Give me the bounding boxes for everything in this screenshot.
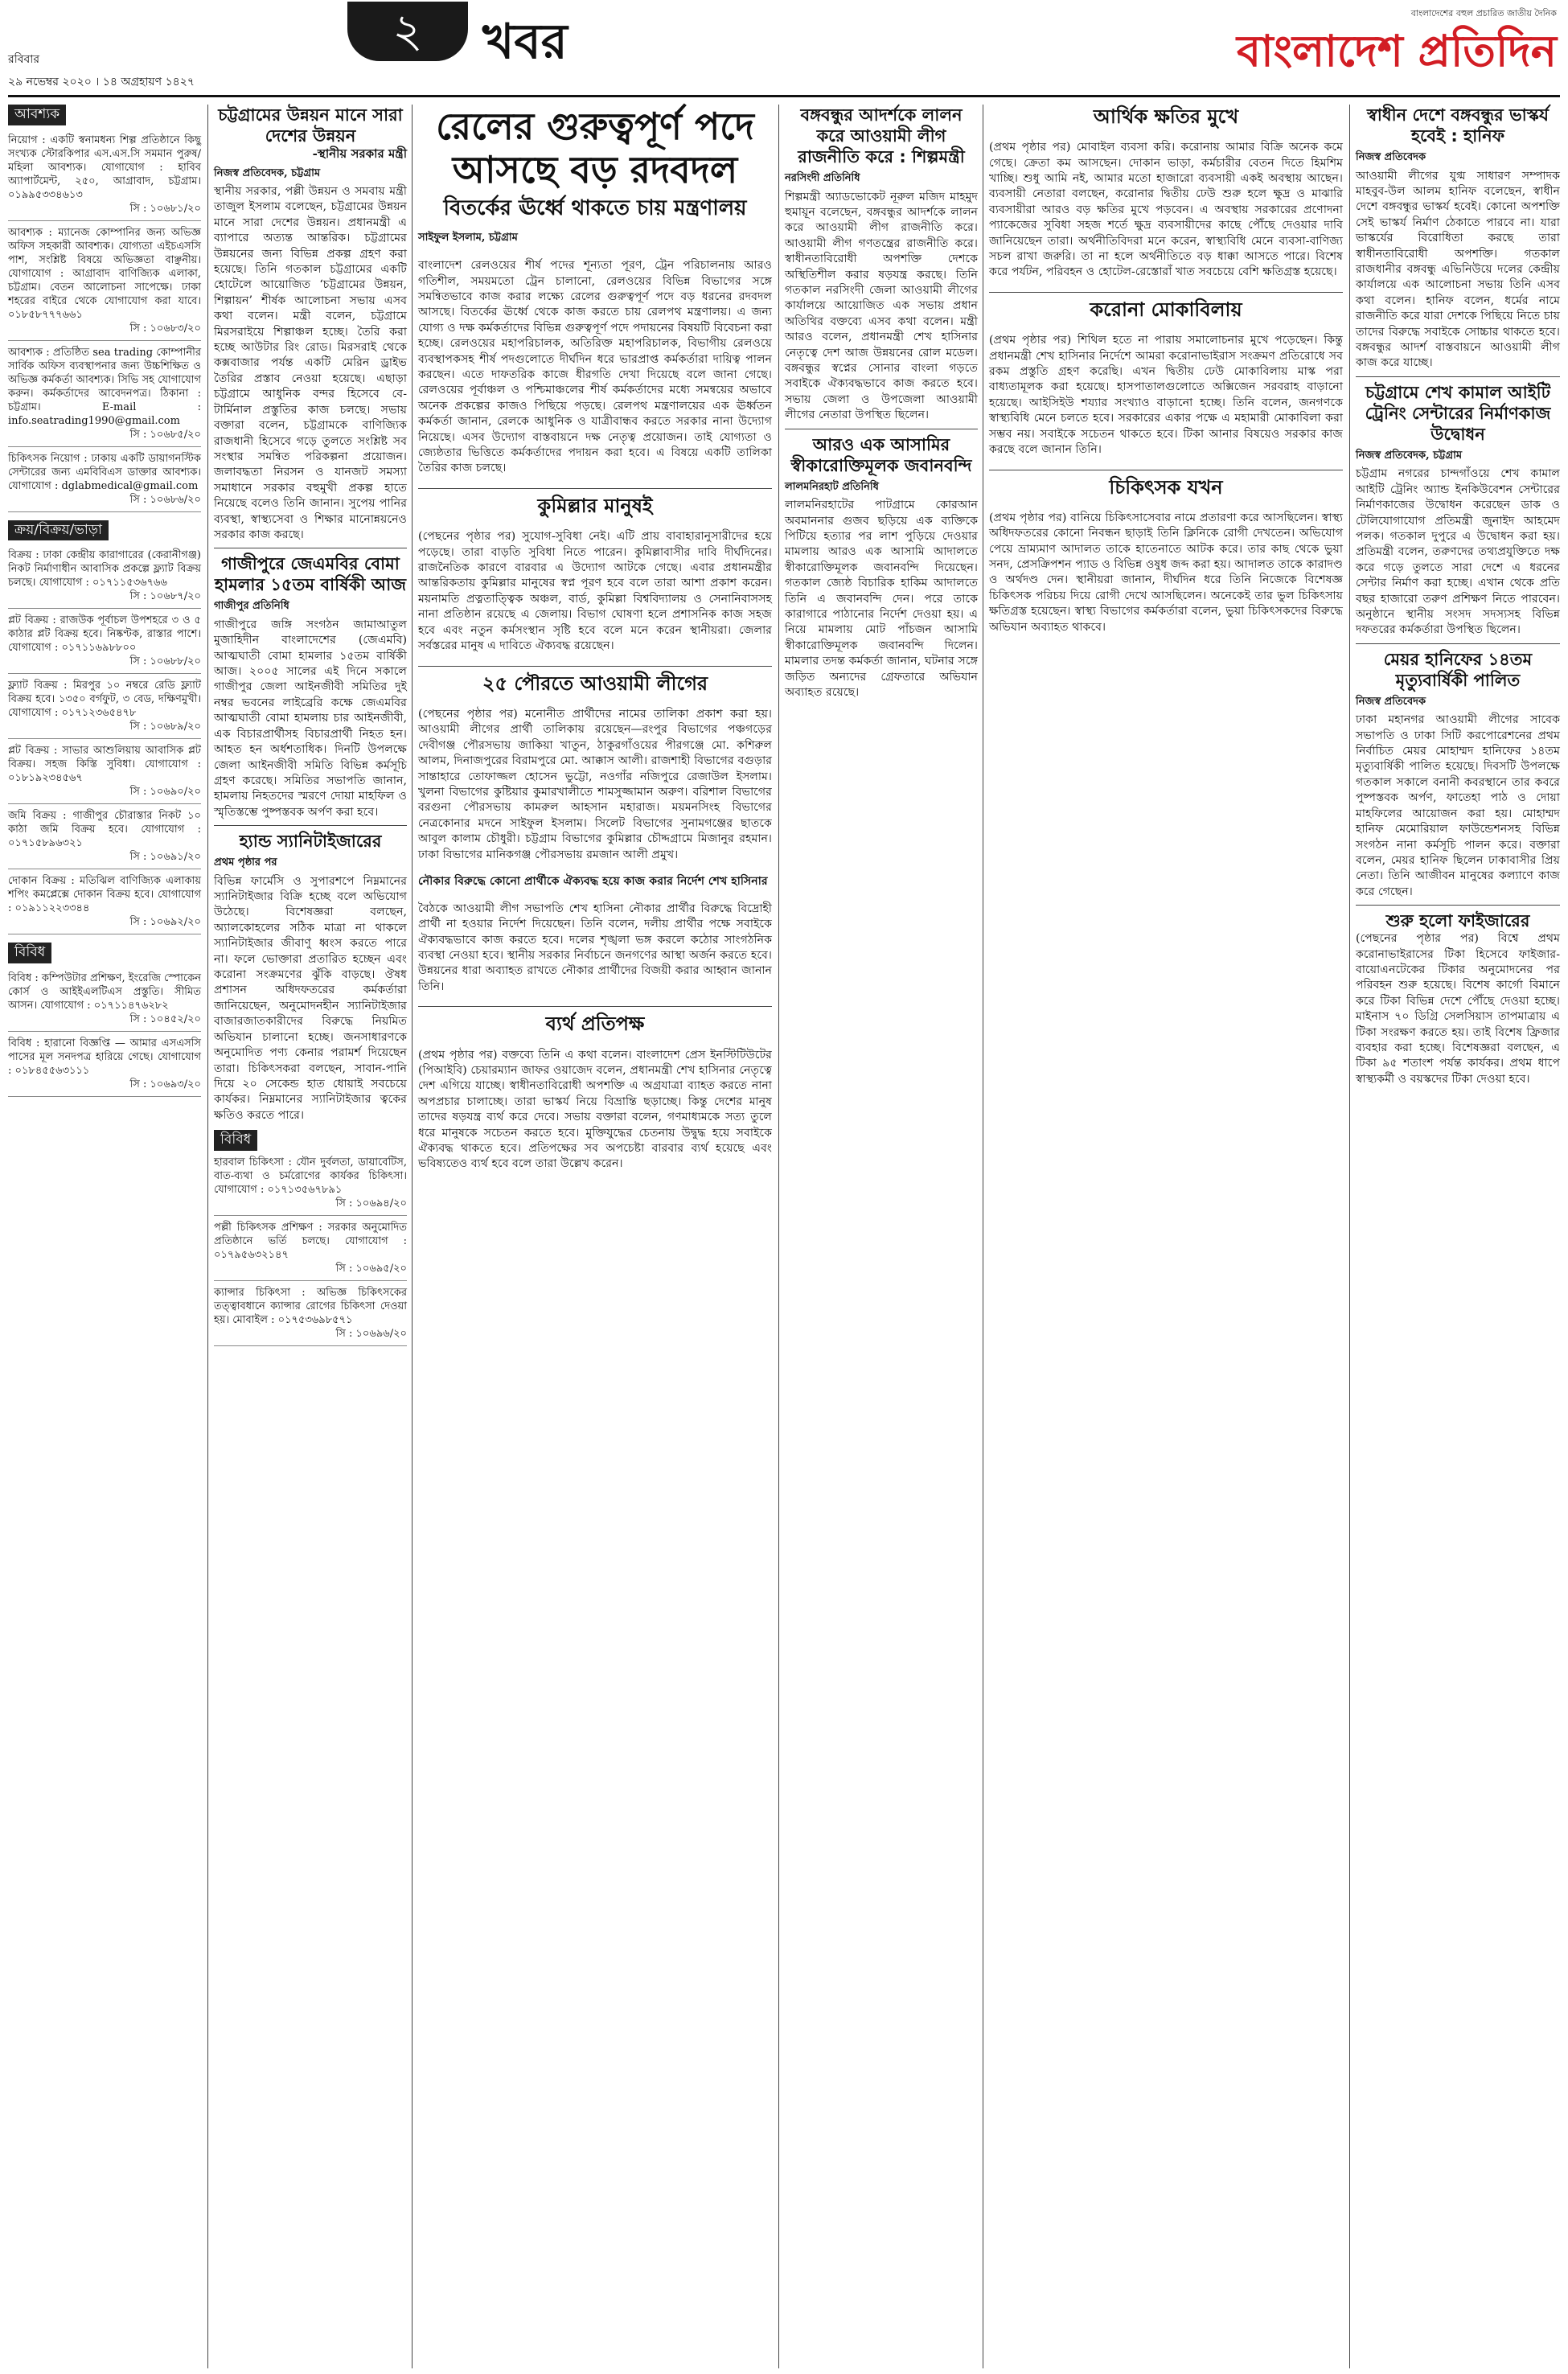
story-body: (পেছনের পৃষ্ঠার পর) সুযোগ-সুবিধা নেই। এটি প্রায় বাবাহারানুসারীদের হয়ে পড়েছে। তারা বাড়তি সুবিধা নিতে পারেন। কুমিল্লাবাসীর দাবি দীর্ঘদিনের। রাজনৈতিক কারণে বারবার এ উদ্যোগ আটকে গেছে। এবার প্রধানমন্ত্রীর আন্তরিকতায় কুমিল্লার মানুষের স্বপ্ন পূরণ হবে বলে তারা আশা প্রকাশ করেন। ময়নামতি প্রত্নতাত্ত্বিক অঞ্চল, বার্ড, কুমিল্লা বিশ্ববিদ্যালয় ও সেনানিবাসসহ নানা প্রতিষ্ঠান রয়েছে এ জেলায়। বিভাগ ঘোষণা হলে প্রশাসনিক কাজ সহজ হবে এবং নতুন কর্মসংস্থান সৃষ্টি হবে বলে মনে করেন স্থানীয়রা। জেলার সর্বস্তরের মানুষ এ দাবিতে ঐক্যবদ্ধ রয়েছেন। bbox=[418, 530, 772, 653]
masthead bbox=[0, 0, 1568, 101]
misc-list bbox=[214, 1151, 407, 1346]
story-body: বিভিন্ন ফার্মেসি ও সুপারশপে নিম্নমানের স্যানিটাইজার বিক্রি হচ্ছে বলে অভিযোগ উঠেছে। বিশেষজ্ঞরা বলছেন, অ্যালকোহলের সঠিক মাত্রা না থাকলে স্যানিটাইজার জীবাণু ধ্বংস করতে পারে না। ফলে ভোক্তারা প্রতারিত হচ্ছেন এবং করোনা সংক্রমণের ঝুঁকি বাড়ছে। ঔষধ প্রশাসন অধিদফতরের কর্মকর্তারা জানিয়েছেন, অনুমোদনহীন স্যানিটাইজার বাজারজাতকারীদের বিরুদ্ধে নিয়মিত অভিযান চালানো হচ্ছে। জনসাধারণকে অনুমোদিত পণ্য কেনার পরামর্শ দিয়েছেন তারা। চিকিৎসকরা বলছেন, সাবান-পানি দিয়ে ২০ সেকেন্ড হাত ধোয়াই সবচেয়ে কার্যকর। নিম্নমানের স্যানিটাইজার ত্বকের ক্ষতিও করতে পারে। bbox=[214, 874, 407, 1122]
classified-ad-ref: সি : ১০৬৯০/২০ bbox=[129, 786, 201, 798]
story-body: (প্রথম পৃষ্ঠার পর) বক্তব্যে তিনি এ কথা বলেন। বাংলাদেশ প্রেস ইনস্টিটিউটের (পিআইবি) চেয়ারম্যান জাফর ওয়াজেদ বলেন, প্রধানমন্ত্রী শেখ হাসিনার নেতৃত্বে দেশ এগিয়ে যাচ্ছে। স্বাধীনতাবিরোধী অপশক্তি এ অগ্রযাত্রা ব্যাহত করতে নানা অপপ্রচার চালাচ্ছে। তারা ভাস্কর্য নিয়ে বিভ্রান্তি ছড়াচ্ছে। কিন্তু দেশের মানুষ তাদের ষড়যন্ত্র ব্যর্থ করে দেবে। সভায় বক্তারা বলেন, গণমাধ্যমকে সত্য তুলে ধরে মানুষকে সচেতন করতে হবে। মুক্তিযুদ্ধের চেতনায় উদ্বুদ্ধ হয়ে সবাইকে ঐক্যবদ্ধ থাকতে হবে। প্রতিপক্ষের সব অপচেষ্টা বারবার ব্যর্থ হয়েছে এবং ভবিষ্যতেও ব্যর্থ হবে বলে তারা উল্লেখ করেন। bbox=[418, 1048, 772, 1171]
story-divider bbox=[1356, 643, 1560, 644]
misc-ad bbox=[214, 1216, 407, 1281]
story-body: গাজীপুরে জঙ্গি সংগঠন জামাআতুল মুজাহিদীন বাংলাদেশের (জেএমবি) আত্মঘাতী বোমা হামলার ১৫তম বার্ষিকী আজ। ২০০৫ সালের এই দিনে সকালে গাজীপুর জেলা আইনজীবী সমিতির দুই নম্বর ভবনের লাইব্রেরি কক্ষে জেএমবির আত্মঘাতী বোমা হামলায় চার আইনজীবী, এক বিচারপ্রার্থীসহ বিচারপ্রার্থী নিহত হন। আহত হন অর্ধশতাধিক। দিনটি উপলক্ষে জেলা আইনজীবী সমিতি বিভিন্ন কর্মসূচি গ্রহণ করেছে। সমিতির সভাপতি জানান, হামলায় নিহতদের স্মরণে দোয়া মাহফিল ও স্মৃতিস্তম্ভে পুষ্পস্তবক অর্পণ করা হবে। bbox=[214, 618, 407, 819]
classified-ad-text: চিকিৎসক নিয়োগ : ঢাকায় একটি ডায়াগনস্টিক সেন্টারের জন্য এমবিবিএস ডাক্তার আবশ্যক। যোগাযোগ : dglabmedical@gmail.com bbox=[8, 452, 201, 492]
story-byline: নিজস্ব প্রতিবেদক, চট্টগ্রাম bbox=[214, 166, 321, 179]
story-body: (পেছনের পৃষ্ঠার পর) বিশ্বে প্রথম করোনাভাইরাসের টিকা হিসেবে ফাইজার-বায়োএনটেকের টিকার অনুমোদনের পর পরিবহন শুরু হয়েছে। বিশেষ কার্গো বিমানে করে টিকা বিভিন্ন দেশে পৌঁছে দেওয়া হচ্ছে। মাইনাস ৭০ ডিগ্রি সেলসিয়াস তাপমাত্রায় এ টিকা সংরক্ষণ করতে হয়। তাই বিশেষ ফ্রিজার ব্যবহার করা হচ্ছে। বিশেষজ্ঞরা বলছেন, এ টিকা ৯৫ শতাংশ পর্যন্ত কার্যকর। প্রথম ধাপে স্বাস্থ্যকর্মী ও বয়স্কদের টিকা দেওয়া হবে। bbox=[1356, 932, 1560, 1086]
classified-ad bbox=[8, 967, 201, 1032]
classified-ad-text: প্লট বিক্রয় : সাভার আশুলিয়ায় আবাসিক প্লট বিক্রয়। সহজ কিস্তি সুবিধা। যোগাযোগ : ০১৮১৯২৩৪৫৬৭ bbox=[8, 745, 201, 784]
brand-tagline: বাংলাদেশের বহুল প্রচারিত জাতীয় দৈনিক bbox=[1410, 8, 1557, 18]
column-two bbox=[214, 105, 407, 1346]
column-four bbox=[785, 105, 978, 704]
lead-headline: রেলের গুরুত্বপূর্ণ পদে আসছে বড় রদবদল bbox=[436, 105, 754, 191]
column-five bbox=[989, 105, 1343, 647]
story-byline: নরসিংদী প্রতিনিধি bbox=[785, 172, 860, 184]
story-headline: আরও এক আসামির স্বীকারোক্তিমূলক জবানবন্দি bbox=[790, 434, 972, 475]
lead-subheadline: বিতর্কের ঊর্ধ্বে থাকতে চায় মন্ত্রণালয় bbox=[443, 196, 747, 220]
column-divider bbox=[412, 105, 413, 2368]
misc-ad-text: পল্লী চিকিৎসক প্রশিক্ষণ : সরকার অনুমোদিত প্রতিষ্ঠানে ভর্তি চলছে। যোগাযোগ : ০১৭৯৫৬৩২১৪৭ bbox=[214, 1221, 407, 1261]
day-label: রবিবার bbox=[8, 53, 40, 66]
story-body: চট্টগ্রাম নগরের চান্দগাঁওয়ে শেখ কামাল আইটি ট্রেনিং অ্যান্ড ইনকিউবেশন সেন্টারের নির্মাণকাজের উদ্বোধন করেছেন ডাক ও টেলিযোগাযোগ প্রতিমন্ত্রী জুনাইদ আহমেদ পলক। গতকাল দুপুরে এ উদ্বোধন করা হয়। প্রতিমন্ত্রী বলেন, তরুণদের তথ্যপ্রযুক্তিতে দক্ষ করে গড়ে তুলতে সারা দেশে এ ধরনের সেন্টার নির্মাণ করা হচ্ছে। এখান থেকে প্রতি বছর হাজারো তরুণ প্রশিক্ষণ নিতে পারবেন। অনুষ্ঠানে স্থানীয় সংসদ সদস্যসহ বিভিন্ন দফতরের কর্মকর্তারা উপস্থিত ছিলেন। bbox=[1356, 467, 1560, 637]
story-subhead: নৌকার বিরুদ্ধে কোনো প্রার্থীকে ঐক্যবদ্ধ হয়ে কাজ করার নির্দেশ শেখ হাসিনার bbox=[418, 875, 768, 889]
column-divider bbox=[1349, 105, 1350, 2368]
classified-ad bbox=[8, 609, 201, 674]
story-byline: নিজস্ব প্রতিবেদক, চট্টগ্রাম bbox=[1356, 449, 1463, 462]
story-headline: মেয়র হানিফের ১৪তম মৃত্যুবার্ষিকী পালিত bbox=[1383, 649, 1533, 690]
story-headline: ২৫ পৌরতে আওয়ামী লীগের bbox=[482, 672, 708, 695]
story-body: স্থানীয় সরকার, পল্লী উন্নয়ন ও সমবায় মন্ত্রী তাজুল ইসলাম বলেছেন, চট্টগ্রামের উন্নয়ন মানে সারা দেশের উন্নয়ন। প্রধানমন্ত্রী এ ব্যাপারে অত্যন্ত আন্তরিক। চট্টগ্রামের উন্নয়নের জন্য বিভিন্ন প্রকল্প গ্রহণ করা হয়েছে। তিনি গতকাল চট্টগ্রামের একটি হোটেলে আয়োজিত ‘চট্টগ্রামের উন্নয়ন, শিল্পায়ন’ শীর্ষক আলোচনা সভায় এসব কথা বলেন। মন্ত্রী বলেন, চট্টগ্রামে মিরসরাইয়ে শিল্পাঞ্চল হচ্ছে। তৈরি করা হচ্ছে আউটার রিং রোড। মিরসরাই থেকে কক্সবাজার পর্যন্ত একটি মেরিন ড্রাইভ তৈরির প্রস্তাব নেওয়া হয়েছে। এছাড়া চট্টগ্রামে আধুনিক বন্দর হিসেবে বে-টার্মিনাল প্রস্তুতির কাজ চলছে। সভায় বক্তারা বলেন, চট্টগ্রামকে বাণিজ্যিক রাজধানী হিসেবে গড়ে তুলতে সংশ্লিষ্ট সব সংস্থার সমন্বিত পরিকল্পনা প্রয়োজন। জলাবদ্ধতা নিরসন ও যানজট সমস্যা সমাধানে সরকার বহুমুখী প্রকল্প হাতে নিয়েছে বলেও তিনি জানান। সুপেয় পানির ব্যবস্থা, স্বাস্থ্যসেবা ও শিক্ষার মানোন্নয়নেও সরকার কাজ করছে। bbox=[214, 185, 407, 541]
section-name: খবর bbox=[482, 14, 568, 70]
classified-ad-ref: সি : ১০৬৯২/২০ bbox=[129, 916, 201, 928]
story-body: লালমনিরহাটের পাটগ্রামে কোরআন অবমাননার গুজব ছড়িয়ে এক ব্যক্তিকে পিটিয়ে হত্যার পর লাশ পুড়িয়ে দেওয়ার মামলায় আরও এক আসামি আদালতে স্বীকারোক্তিমূলক জবানবন্দি দিয়েছেন। গতকাল জ্যেষ্ঠ বিচারিক হাকিম আদালতে তিনি এ জবানবন্দি দেন। পরে তাকে কারাগারে পাঠানোর নির্দেশ দেওয়া হয়। এ নিয়ে মামলায় মোট পাঁচজন আসামি স্বীকারোক্তিমূলক জবানবন্দি দিলেন। মামলার তদন্ত কর্মকর্তা জানান, ঘটনার সঙ্গে জড়িত অন্যদের গ্রেফতারে অভিযান অব্যাহত রয়েছে। bbox=[785, 499, 978, 699]
story-body: ঢাকা মহানগর আওয়ামী লীগের সাবেক সভাপতি ও ঢাকা সিটি করপোরেশনের প্রথম নির্বাচিত মেয়র মোহাম্মদ হানিফের ১৪তম মৃত্যুবার্ষিকী পালিত হয়েছে। দিবসটি উপলক্ষে গতকাল সকালে বনানী কবরস্থানে তার কবরে পুষ্পস্তবক অর্পণ, ফাতেহা পাঠ ও দোয়া মাহফিলের আয়োজন করা হয়। মোহাম্মদ হানিফ মেমোরিয়াল ফাউন্ডেশনসহ বিভিন্ন সংগঠন নানা কর্মসূচি পালন করে। বক্তারা বলেন, মেয়র হানিফ ছিলেন ঢাকাবাসীর প্রিয় নেতা। তিনি আজীবন মানুষের কল্যাণে কাজ করে গেছেন। bbox=[1356, 713, 1560, 898]
misc-ad bbox=[214, 1281, 407, 1346]
classified-ad-ref: সি : ১০৪৫২/২০ bbox=[129, 1012, 201, 1025]
story-headline: ব্যর্থ প্রতিপক্ষ bbox=[545, 1012, 645, 1036]
misc-ad-ref: সি : ১০৬৯৪/২০ bbox=[335, 1197, 407, 1210]
story-divider bbox=[1356, 905, 1560, 906]
classified-ad-text: বিবিধ : কম্পিউটার প্রশিক্ষণ, ইংরেজি স্পোকেন কোর্স ও আইইএলটিএস প্রস্তুতি। সীমিত আসন। যোগাযোগ : ০১৭১১৪৭৬২৮২ bbox=[8, 971, 201, 1012]
story-headline: বঙ্গবন্ধুর আদর্শকে লালন করে আওয়ামী লীগ রাজনীতি করে : শিল্পমন্ত্রী bbox=[798, 105, 965, 166]
classified-ad-ref: সি : ১০৬৯৩/২০ bbox=[129, 1078, 201, 1090]
classified-ad bbox=[8, 869, 201, 934]
masthead-rule bbox=[8, 95, 1560, 97]
story-byline: লালমনিরহাট প্রতিনিধি bbox=[785, 480, 879, 493]
story-divider bbox=[989, 292, 1343, 293]
story-headline: আর্থিক ক্ষতির মুখে bbox=[1093, 105, 1239, 128]
story-subhead: -স্থানীয় সরকার মন্ত্রী bbox=[312, 146, 407, 161]
story-body: (প্রথম পৃষ্ঠার পর) মোবাইল ব্যবসা করি। করোনায় আমার বিক্রি অনেক কমে গেছে। ক্রেতা কম আসছেন। দোকান ভাড়া, কর্মচারীর বেতন দিতে হিমশিম খাচ্ছি। শুধু আমি নই, আমার মতো হাজারো ব্যবসায়ী একই অবস্থায় আছেন। ব্যবসায়ী নেতারা বলছেন, করোনার দ্বিতীয় ঢেউ শুরু হলে ক্ষুদ্র ও মাঝারি ব্যবসায়ীরা আরও বড় ক্ষতির মুখে পড়বেন। এ অবস্থায় সরকারের প্রণোদনা প্যাকেজের সুবিধা সহজ শর্তে ক্ষুদ্র ব্যবসায়ীদের কাছে পৌঁছে দেওয়ার দাবি জানিয়েছেন তারা। অর্থনীতিবিদরা মনে করেন, স্বাস্থ্যবিধি মেনে ব্যবসা-বাণিজ্য সচল রাখা জরুরি। তা না হলে অর্থনীতিতে বড় ধাক্কা আসতে পারে। বিশেষ করে পর্যটন, পরিবহন ও হোটেল-রেস্তোরাঁ খাত সবচেয়ে বেশি ক্ষতিগ্রস্ত হয়েছে। bbox=[989, 141, 1343, 279]
story-body: শিল্পমন্ত্রী অ্যাডভোকেট নূরুল মজিদ মাহমুদ হুমায়ূন বলেছেন, বঙ্গবন্ধুর আদর্শকে লালন করে আওয়ামী লীগ রাজনীতি করে। আওয়ামী লীগ গণতন্ত্রের রাজনীতি করে। স্বাধীনতাবিরোধী অপশক্তি দেশকে অস্থিতিশীল করার ষড়যন্ত্র করছে। তিনি গতকাল নরসিংদী জেলা আওয়ামী লীগের কার্যালয়ে আয়োজিত এক সভায় প্রধান অতিথির বক্তব্যে এসব কথা বলেন। মন্ত্রী আরও বলেন, প্রধানমন্ত্রী শেখ হাসিনার নেতৃত্বে দেশ আজ উন্নয়নের রোল মডেল। বঙ্গবন্ধুর স্বপ্নের সোনার বাংলা গড়তে সবাইকে ঐক্যবদ্ধভাবে কাজ করতে হবে। সভায় জেলা ও উপজেলা আওয়ামী লীগের নেতারা উপস্থিত ছিলেন। bbox=[785, 190, 978, 422]
classified-ad bbox=[8, 447, 201, 512]
story-byline: নিজস্ব প্রতিবেদক bbox=[1356, 695, 1426, 708]
story-headline: কুমিল্লার মানুষই bbox=[537, 495, 653, 518]
classified-ad-text: প্লট বিক্রয় : রাজউক পূর্বাচল উপশহরে ৩ ও ৫ কাঠার প্লট বিক্রয় হবে। নিষ্কণ্টক, রাস্তার পাশে। যোগাযোগ : ০১৭১১৬৯৮৮০০ bbox=[8, 614, 201, 654]
classified-ad bbox=[8, 129, 201, 221]
column-divider bbox=[778, 105, 779, 2368]
classified-ad bbox=[8, 1032, 201, 1097]
story-divider bbox=[214, 825, 407, 826]
misc-ad-ref: সি : ১০৬৯৬/২০ bbox=[335, 1327, 407, 1340]
classified-ad-text: দোকান বিক্রয় : মতিঝিল বাণিজ্যিক এলাকায় শপিং কমপ্লেক্সে দোকান বিক্রয় হবে। যোগাযোগ : ০১৯১১২২৩৩৪৪ bbox=[8, 875, 201, 914]
classified-ad-text: আবশ্যক : ম্যানেজ কোম্পানির জন্য অভিজ্ঞ অফিস সহকারী আবশ্যক। যোগ্যতা এইচএসসি পাশ, সংশ্লিষ্ট বিষয়ে অভিজ্ঞতা বাঞ্ছনীয়। যোগাযোগ : আগ্রাবাদ বাণিজ্যিক এলাকা, চট্টগ্রাম। বেতন আলোচনা সাপেক্ষে। ঢাকা শহরের বাইরে থেকে যোগাযোগ করা যাবে। ০১৮৫৮৭৭৭৬৬১ bbox=[8, 226, 201, 321]
classified-ad-ref: সি : ১০৬৯১/২০ bbox=[129, 851, 201, 863]
classified-ad-text: জমি বিক্রয় : গাজীপুর চৌরাস্তার নিকট ১০ কাঠা জমি বিক্রয় হবে। যোগাযোগ : ০১৭১৫৮৯৬৩২১ bbox=[8, 810, 201, 849]
story-body: বৈঠকে আওয়ামী লীগ সভাপতি শেখ হাসিনা নৌকার প্রার্থীর বিরুদ্ধে বিদ্রোহী প্রার্থী না হওয়ার নির্দেশ দিয়েছেন। তিনি বলেন, দলীয় প্রার্থীর পক্ষে সবাইকে ঐক্যবদ্ধভাবে কাজ করতে হবে। দলের শৃঙ্খলা ভঙ্গ করলে কঠোর সাংগঠনিক ব্যবস্থা নেওয়া হবে। স্থানীয় সরকার নির্বাচনে জনগণের আস্থা অর্জন করতে হবে। উন্নয়নের ধারা অব্যাহত রাখতে নৌকার প্রার্থীদের বিজয়ী করার আহ্বান জানান তিনি। bbox=[418, 902, 772, 993]
classified-ad-ref: সি : ১০৬৮৭/২০ bbox=[129, 590, 201, 602]
misc-heading: বিবিধ bbox=[214, 1130, 257, 1151]
classified-ad-ref: সি : ১০৬৮৩/২০ bbox=[129, 322, 201, 335]
classified-section-heading: আবশ্যক bbox=[8, 105, 66, 125]
classifieds-column bbox=[8, 105, 201, 1097]
classified-ad-text: ফ্ল্যাট বিক্রয় : মিরপুর ১০ নম্বরে রেডি ফ্ল্যাট বিক্রয় হবে। ১৩৫০ বর্গফুট, ৩ বেড, দক্ষিণমুখী। যোগাযোগ : ০১৭১২৩৬৫৪৭৮ bbox=[8, 680, 201, 719]
classified-ad-text: আবশ্যক : প্রতিষ্ঠিত sea trading কোম্পানীর সার্বিক অফিস ব্যবস্থাপনার জন্য উচ্চশিক্ষিত ও অভিজ্ঞ কর্মকর্তা আবশ্যক। সিভি সহ যোগাযোগ করুন। কর্মকর্তাদের আবেদনপত্র। ঠিকানা : চট্টগ্রাম। E-mail : info.seatrading1990@gmail.com bbox=[8, 346, 201, 427]
story-divider bbox=[418, 666, 772, 667]
story-body: (পেছনের পৃষ্ঠার পর) মনোনীত প্রার্থীদের নামের তালিকা প্রকাশ করা হয়। আওয়ামী লীগের প্রার্থী তালিকায় রয়েছেন—রংপুর বিভাগের পঞ্চগড়ের দেবীগঞ্জ পৌরসভায় জাকিয়া খাতুন, ঠাকুরগাঁওয়ের পীরগঞ্জে মো. কশিরুল আলম, দিনাজপুরের বিরামপুরে মো. আক্কাস আলী। রাজশাহী বিভাগের বগুড়ার সান্তাহারে তোফাজ্জল হোসেন ভুট্টো, নওগাঁর নজিপুরে রেজাউল ইসলাম। খুলনা বিভাগের কুষ্টিয়ার কুমারখালীতে শামসুজ্জামান অরুণ। বরিশাল বিভাগের বরগুনা পৌরসভায় কামরুল আহসান মহারাজ। ময়মনসিংহ বিভাগের নেত্রকোনার মদনে সাইফুল ইসলাম। সিলেট বিভাগের সুনামগঞ্জের ছাতকে আবুল কালাম চৌধুরী। চট্টগ্রাম বিভাগের কুমিল্লার চৌদ্দগ্রামে মিজানুর রহমান। ঢাকা বিভাগের মানিকগঞ্জ পৌরসভায় রমজান আলী প্রমুখ। bbox=[418, 707, 772, 861]
classified-ad-text: নিয়োগ : একটি স্বনামধন্য শিল্প প্রতিষ্ঠানে কিছু সংখ্যক স্টোরকিপার এস.এস.সি সমমান পুরুষ/মহিলা আবশ্যক। যোগাযোগ : হাবিব অ্যাপার্টমেন্ট, ২৫০, আগ্রাবাদ, চট্টগ্রাম। ০১৯৯৫৩৩৪৬১৩ bbox=[8, 133, 201, 201]
misc-ad-ref: সি : ১০৬৯৫/২০ bbox=[335, 1262, 407, 1275]
brand-logo bbox=[1227, 6, 1557, 87]
page-number: ২ bbox=[347, 2, 468, 61]
classified-ad-ref: সি : ১০৬৮৫/২০ bbox=[129, 428, 201, 441]
classified-section-heading: ক্রয়/বিক্রয়/ভাড়া bbox=[8, 520, 109, 541]
misc-ad-text: হারবাল চিকিৎসা : যৌন দুর্বলতা, ডায়াবেটিস, বাত-ব্যথা ও চর্মরোগের কার্যকর চিকিৎসা। যোগাযোগ : ০১৭১৩৫৬৭৮৯১ bbox=[214, 1156, 407, 1196]
story-divider bbox=[1356, 376, 1560, 377]
lead-story bbox=[418, 105, 772, 1184]
misc-ad-text: ক্যান্সার চিকিৎসা : অভিজ্ঞ চিকিৎসকের তত্ত্বাবধানে ক্যান্সার রোগের চিকিৎসা দেওয়া হয়। মোবাইল : ০১৭৫৩৬৯৮৫৭১ bbox=[214, 1286, 407, 1326]
story-headline: চিকিৎসক যখন bbox=[1109, 475, 1223, 499]
classified-ad-text: বিবিধ : হারানো বিজ্ঞপ্তি — আমার এসএসসি পাসের মূল সনদপত্র হারিয়ে গেছে। যোগাযোগ : ০১৮৪৫৫৬৩১১১ bbox=[8, 1037, 201, 1077]
story-body: (প্রথম পৃষ্ঠার পর) বানিয়ে চিকিৎসাসেবার নামে প্রতারণা করে আসছিলেন। স্বাস্থ্য অধিদফতরের কোনো নিবন্ধন ছাড়াই তিনি ক্লিনিকে রোগী দেখতেন। অভিযোগ পেয়ে ভ্রাম্যমাণ আদালত তাকে হাতেনাতে আটক করে। তার কাছ থেকে ভুয়া সনদ, প্রেসক্রিপশন প্যাড ও বিভিন্ন ওষুধ জব্দ করা হয়। আদালত তাকে কারাদণ্ড ও অর্থদণ্ড দেন। স্থানীয়রা জানান, দীর্ঘদিন ধরে তিনি নিজেকে বিশেষজ্ঞ চিকিৎসক পরিচয় দিয়ে রোগী দেখে আসছিলেন। অনেকেই তার ভুল চিকিৎসায় ক্ষতিগ্রস্ত হয়েছেন। স্বাস্থ্য বিভাগের কর্মকর্তারা বলেন, ভুয়া চিকিৎসকদের বিরুদ্ধে অভিযান অব্যাহত থাকবে। bbox=[989, 511, 1343, 634]
issue-date: ২৯ নভেম্বর ২০২০ । ১৪ অগ্রহায়ণ ১৪২৭ bbox=[8, 76, 195, 88]
misc-ad bbox=[214, 1151, 407, 1216]
story-byline: নিজস্ব প্রতিবেদক bbox=[1356, 151, 1426, 163]
classified-ad bbox=[8, 674, 201, 739]
classified-ad-ref: সি : ১০৬৮৬/২০ bbox=[129, 493, 201, 506]
story-headline: চট্টগ্রামে শেখ কামাল আইটি ট্রেনিং সেন্টারের নির্মাণকাজ উদ্বোধন bbox=[1365, 382, 1551, 444]
story-body: আওয়ামী লীগের যুগ্ম সাধারণ সম্পাদক মাহবুব-উল আলম হানিফ বলেছেন, স্বাধীন দেশে বঙ্গবন্ধুর ভাস্কর্য হবেই। কোনো অপশক্তি সেই ভাস্কর্য নির্মাণ ঠেকাতে পারবে না। যারা ভাস্কর্যের বিরোধিতা করছে তারা স্বাধীনতাবিরোধী অপশক্তি। গতকাল রাজধানীর বঙ্গবন্ধু এভিনিউয়ে দলের কেন্দ্রীয় কার্যালয়ে এক আলোচনা সভায় তিনি এসব কথা বলেন। হানিফ বলেন, ধর্মের নামে রাজনীতি করে যারা দেশকে পিছিয়ে নিতে চায় তাদের বিরুদ্ধে সবাইকে সোচ্চার থাকতে হবে। বঙ্গবন্ধুর আদর্শ বাস্তবায়নে আওয়ামী লীগ কাজ করে যাচ্ছে। bbox=[1356, 169, 1560, 370]
story-divider bbox=[418, 1006, 772, 1007]
classified-ad-ref: সি : ১০৬৮১/২০ bbox=[129, 202, 201, 215]
story-headline: চট্টগ্রামের উন্নয়ন মানে সারা দেশের উন্নয়ন bbox=[218, 105, 403, 146]
classified-ad-ref: সি : ১০৬৮৯/২০ bbox=[129, 721, 201, 733]
classified-section-heading: বিবিধ bbox=[8, 943, 51, 963]
lead-byline: সাইফুল ইসলাম, চট্টগ্রাম bbox=[418, 232, 518, 244]
classified-ad bbox=[8, 804, 201, 869]
right-column bbox=[1356, 105, 1560, 1090]
story-headline: স্বাধীন দেশে বঙ্গবন্ধুর ভাস্কর্য হবেই : হানিফ bbox=[1367, 105, 1549, 146]
story-byline: গাজীপুর প্রতিনিধি bbox=[214, 600, 289, 613]
story-headline: গাজীপুরে জেএমবির বোমা হামলার ১৫তম বার্ষিকী আজ bbox=[214, 554, 407, 595]
story-byline: প্রথম পৃষ্ঠার পর bbox=[214, 856, 277, 869]
story-headline: শুরু হলো ফাইজারের bbox=[1385, 911, 1530, 931]
story-headline: হ্যান্ড স্যানিটাইজারের bbox=[239, 832, 382, 852]
classified-ad bbox=[8, 221, 201, 341]
story-headline: করোনা মোকাবিলায় bbox=[1090, 298, 1242, 322]
brand-name: বাংলাদেশ প্রতিদিন bbox=[1237, 25, 1557, 76]
classified-ad bbox=[8, 544, 201, 609]
classified-ad-text: বিক্রয় : ঢাকা কেন্দ্রীয় কারাগারের (কেরানীগঞ্জ) নিকট নির্মাণাধীন আবাসিক প্রকল্পে ফ্ল্যাট বিক্রয় চলছে। যোগাযোগ : ০১৭১১৫৩৬৭৬৬ bbox=[8, 549, 201, 589]
lead-body: বাংলাদেশ রেলওয়ের শীর্ষ পদের শূন্যতা পূরণ, ট্রেন পরিচালনায় আরও গতিশীল, সময়মতো ট্রেন চালানো, রেলওয়ের বিভিন্ন বিভাগের সঙ্গে সমন্বিতভাবে কাজ করার লক্ষ্যে রেলের গুরুত্বপূর্ণ পদে বড় ধরনের রদবদল আসছে। বিতর্কের ঊর্ধ্বে থেকে কাজ করতে চায় রেলপথ মন্ত্রণালয়। এ জন্য যোগ্য ও দক্ষ কর্মকর্তাদের বিভিন্ন গুরুত্বপূর্ণ পদে পদায়নের বিষয়টি বিবেচনা করা হচ্ছে। রেলওয়ের মহাপরিচালক, অতিরিক্ত মহাপরিচালক, বিভাগীয় রেলওয়ে ব্যবস্থাপকসহ শীর্ষ পদগুলোতে দীর্ঘদিন ধরে ভারপ্রাপ্ত কর্মকর্তারা দায়িত্ব পালন করছেন। এতে দাফতরিক কাজে ধীরগতি দেখা দিয়েছে বলে জানা গেছে। রেলওয়ের পূর্বাঞ্চল ও পশ্চিমাঞ্চলের শীর্ষ কর্মকর্তাদের মধ্যে সমন্বয়ের অভাবে অনেক প্রকল্পের কাজও পিছিয়ে পড়ছে। রেলপথ মন্ত্রণালয়ের এক ঊর্ধ্বতন কর্মকর্তা জানান, রেলকে আধুনিক ও যাত্রীবান্ধব করতে সরকার নানা উদ্যোগ নিয়েছে। এসব উদ্যোগ বাস্তবায়নে দক্ষ নেতৃত্ব প্রয়োজন। তাই যোগ্যতা ও জ্যেষ্ঠতার ভিত্তিতে কর্মকর্তাদের পদায়ন করা হবে। এ বিষয়ে একটি তালিকা তৈরির কাজ চলছে। bbox=[418, 259, 772, 475]
classified-ad bbox=[8, 341, 201, 447]
column-divider bbox=[207, 105, 208, 2368]
story-body: (প্রথম পৃষ্ঠার পর) শিথিল হতে না পারায় সমালোচনার মুখে পড়েছেন। কিন্তু প্রধানমন্ত্রী শেখ হাসিনার নির্দেশে আমরা করোনাভাইরাস সংক্রমণ প্রতিরোধে সব রকম প্রস্তুতি গ্রহণ করেছি। এখন দ্বিতীয় ঢেউ মোকাবিলায় মাস্ক পরা বাধ্যতামূলক করা হয়েছে। হাসপাতালগুলোতে অক্সিজেন সরবরাহ বাড়ানো হয়েছে। আইসিইউ শয্যার সংখ্যাও বাড়ানো হচ্ছে। তিনি বলেন, জনগণকে স্বাস্থ্যবিধি মেনে চলতে হবে। সরকারের একার পক্ষে এ মহামারী মোকাবিলা করা সম্ভব নয়। সবাইকে সচেতন থাকতে হবে। টিকা আনার বিষয়েও সরকার কাজ করছে বলে জানান তিনি। bbox=[989, 334, 1343, 457]
story-divider bbox=[418, 488, 772, 489]
classified-ad-ref: সি : ১০৬৮৮/২০ bbox=[129, 655, 201, 667]
classified-ad bbox=[8, 739, 201, 804]
